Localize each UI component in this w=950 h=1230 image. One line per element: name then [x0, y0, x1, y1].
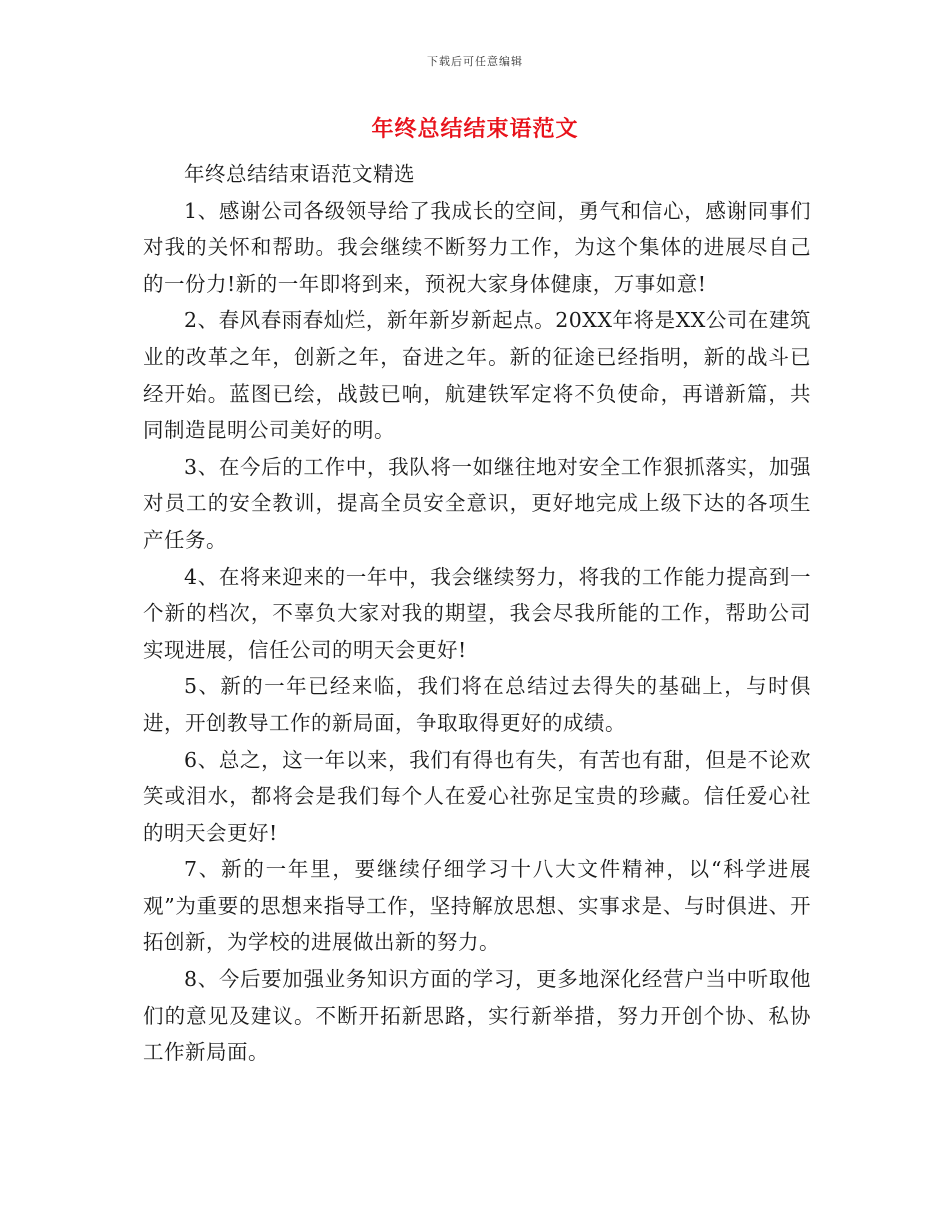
- paragraph-item-2: 2、春风春雨春灿烂，新年新岁新起点。20XX年将是XX公司在建筑业的改革之年，创新之年，奋进之年。新的征途已经指明，新的战斗已经开始。蓝图已绘，战鼓已响，航建铁军定将不负使命，再谱新篇，共同制造昆明公司美好的明。: [143, 308, 811, 443]
- document-title: 年终总结结束语范文: [371, 117, 579, 142]
- header-note: 下载后可任意编辑: [427, 55, 523, 68]
- paragraph-subtitle: 年终总结结束语范文精选: [184, 162, 415, 186]
- paragraph-item-1: 1、感谢公司各级领导给了我成长的空间，勇气和信心，感谢同事们对我的关怀和帮助。我会继续不断努力工作，为这个集体的进展尽自己的一份力!新的一年即将到来，预祝大家身体健康，万事如意!: [143, 198, 811, 296]
- paragraph-item-6: 6、总之，这一年以来，我们有得也有失，有苦也有甜，但是不论欢笑或泪水，都将会是我们每个人在爱心社弥足宝贵的珍藏。信任爱心社的明天会更好!: [143, 747, 811, 845]
- paragraph-item-5: 5、新的一年已经来临，我们将在总结过去得失的基础上，与时俱进，开创教导工作的新局面，争取取得更好的成绩。: [143, 674, 811, 735]
- paragraph-item-8: 8、今后要加强业务知识方面的学习，更多地深化经营户当中听取他们的意见及建议。不断开拓新思路，实行新举措，努力开创个协、私协工作新局面。: [143, 967, 811, 1065]
- paragraph-item-4: 4、在将来迎来的一年中，我会继续努力，将我的工作能力提高到一个新的档次，不辜负大家对我的期望，我会尽我所能的工作，帮助公司实现进展，信任公司的明天会更好!: [143, 564, 811, 662]
- paragraph-item-3: 3、在今后的工作中，我队将一如继往地对安全工作狠抓落实，加强对员工的安全教训，提高全员安全意识，更好地完成上级下达的各项生产任务。: [143, 454, 811, 552]
- document-body: [143, 156, 811, 1071]
- paragraph-item-7: 7、新的一年里，要继续仔细学习十八大文件精神，以“科学进展观”为重要的思想来指导工作，坚持解放思想、实事求是、与时俱进、开拓创新，为学校的进展做出新的努力。: [143, 857, 811, 955]
